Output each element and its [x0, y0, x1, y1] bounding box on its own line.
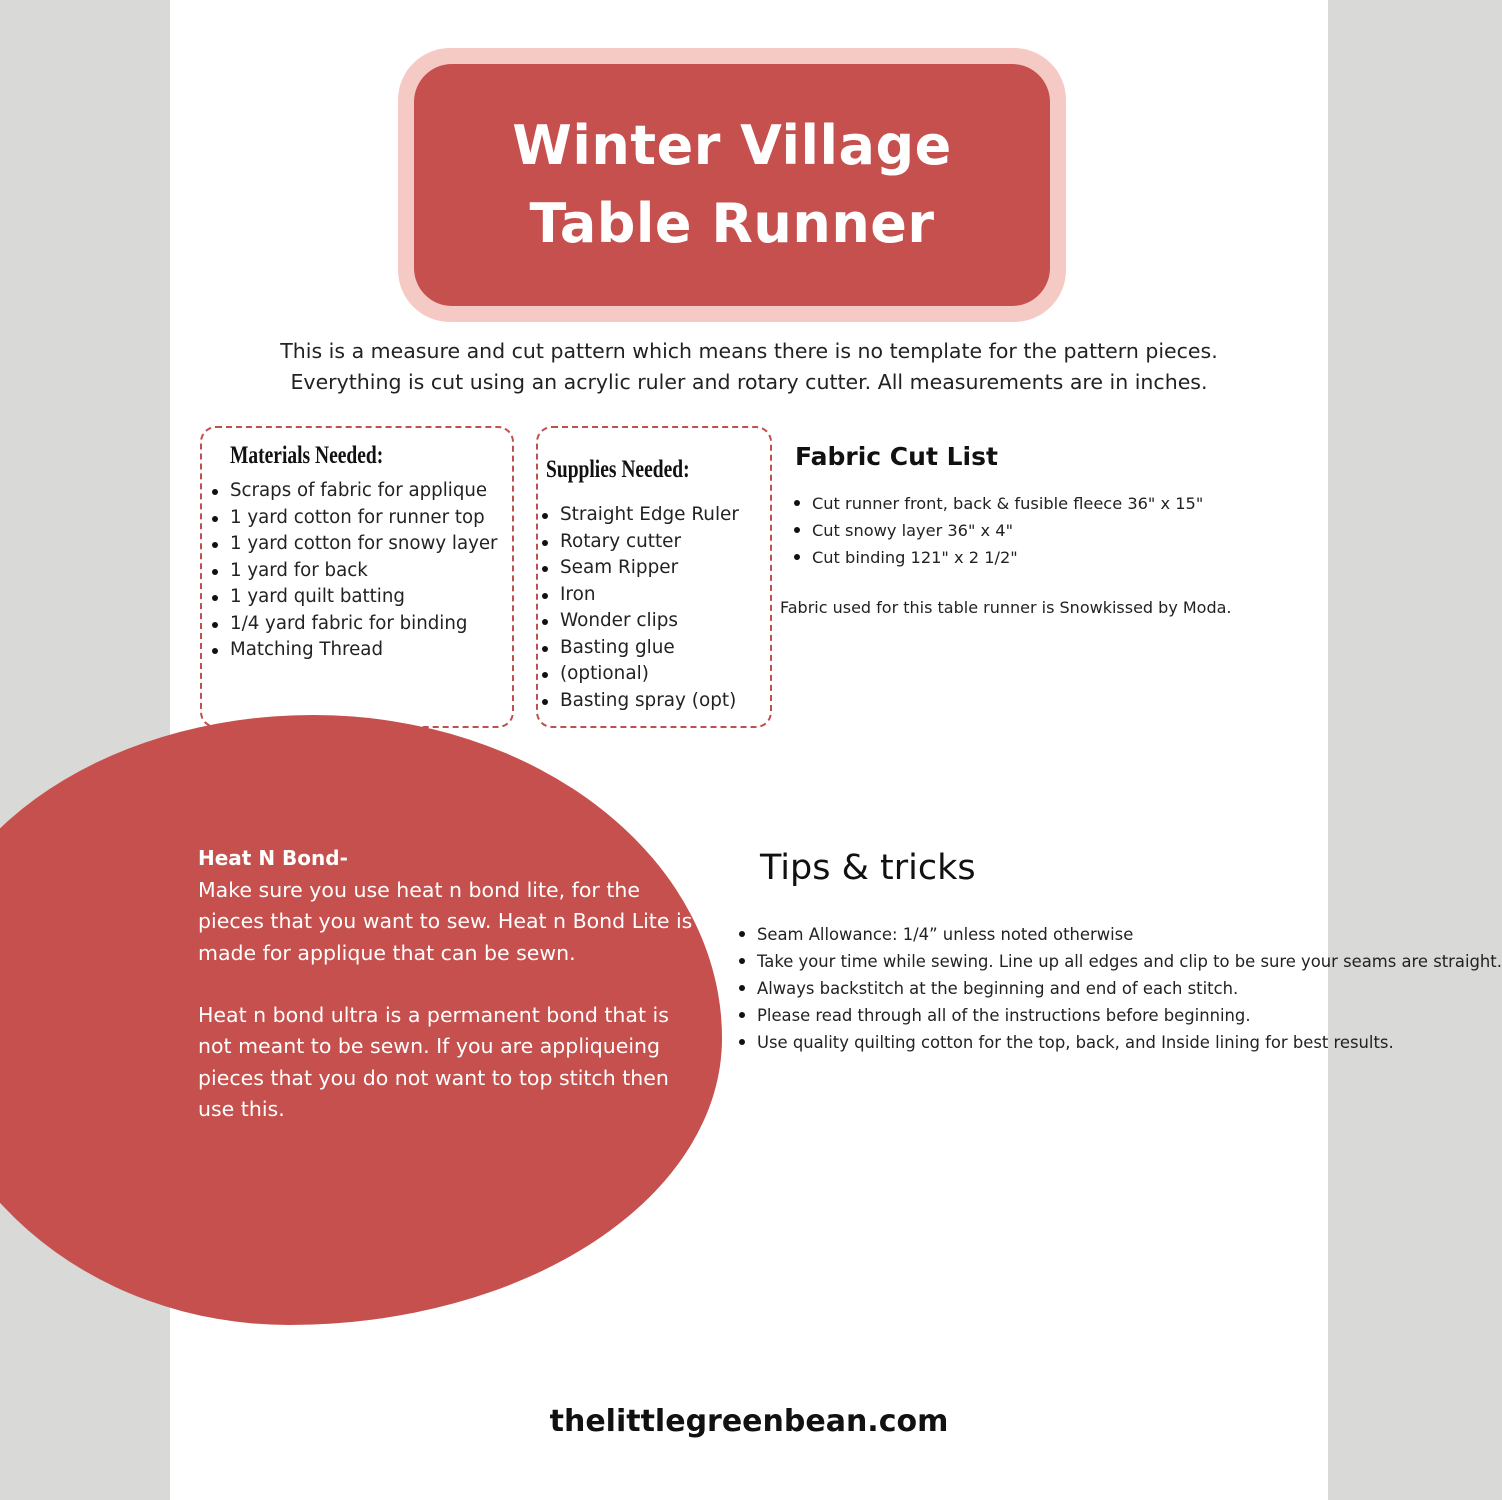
- supplies-heading: Supplies Needed:: [546, 456, 690, 483]
- supplies-item: Iron: [538, 582, 739, 609]
- materials-box: [200, 426, 514, 728]
- heat-n-bond-text: [198, 875, 708, 1157]
- heat-n-bond-heading: Heat N Bond-: [198, 846, 348, 870]
- supplies-item: Wonder clips: [538, 608, 739, 635]
- title-line-2: Table Runner: [529, 192, 935, 255]
- pattern-page: [170, 0, 1502, 1500]
- footer-website: thelittlegreenbean.com: [549, 1404, 949, 1439]
- materials-item: Matching Thread: [208, 637, 498, 664]
- title-banner-inner: [414, 64, 1050, 306]
- supplies-item: (optional): [538, 661, 739, 688]
- supplies-box: [536, 426, 772, 728]
- materials-item: 1 yard cotton for runner top: [208, 505, 498, 532]
- heat-n-bond-paragraph-1: Make sure you use heat n bond lite, for the pieces that you want to sew. Heat n Bond Lite is made for applique that can be sewn.: [198, 878, 693, 965]
- intro-line-2: Everything is cut using an acrylic ruler and rotary cutter. All measurements are in inches.: [290, 370, 1208, 394]
- supplies-item: Rotary cutter: [538, 529, 739, 556]
- materials-heading: Materials Needed:: [230, 442, 384, 469]
- title-line-1: Winter Village: [512, 114, 952, 177]
- supplies-list: [538, 502, 739, 714]
- supplies-item: Basting glue: [538, 635, 739, 662]
- fabric-cut-item: Cut runner front, back & fusible fleece 36" x 15": [790, 490, 1203, 517]
- title-banner: [398, 48, 1066, 322]
- tips-heading: Tips & tricks: [760, 848, 976, 888]
- tips-item: Use quality quilting cotton for the top, back, and Inside lining for best results.: [735, 1029, 1320, 1056]
- materials-item: 1 yard quilt batting: [208, 584, 498, 611]
- fabric-cut-item: Cut snowy layer 36" x 4": [790, 517, 1203, 544]
- heat-n-bond-paragraph-2: Heat n bond ultra is a permanent bond that is not meant to be sewn. If you are appliqueing pieces that you do not want to top stitch then use this.: [198, 1003, 669, 1122]
- materials-item: Scraps of fabric for applique: [208, 478, 498, 505]
- supplies-item: Basting spray (opt): [538, 688, 739, 715]
- supplies-item: Seam Ripper: [538, 555, 739, 582]
- materials-item: 1/4 yard fabric for binding: [208, 611, 498, 638]
- fabric-cut-item: Cut binding 121" x 2 1/2": [790, 544, 1203, 571]
- tips-list: [735, 921, 1502, 1056]
- intro-text: [190, 336, 1308, 398]
- tips-item: Seam Allowance: 1/4” unless noted otherwise: [735, 921, 1320, 948]
- materials-list: [208, 478, 498, 664]
- fabric-note: Fabric used for this table runner is Snowkissed by Moda.: [780, 598, 1232, 617]
- tips-item: Always backstitch at the beginning and end of each stitch.: [735, 975, 1320, 1002]
- supplies-item: Straight Edge Ruler: [538, 502, 739, 529]
- fabric-cut-heading: Fabric Cut List: [795, 442, 998, 471]
- materials-item: 1 yard cotton for snowy layer: [208, 531, 498, 558]
- materials-item: 1 yard for back: [208, 558, 498, 585]
- tips-item: Please read through all of the instructions before beginning.: [735, 1002, 1320, 1029]
- intro-line-1: This is a measure and cut pattern which means there is no template for the pattern pieces.: [280, 339, 1218, 363]
- tips-item: Take your time while sewing. Line up all edges and clip to be sure your seams are straight.: [735, 948, 1320, 975]
- fabric-cut-list: [790, 490, 1203, 571]
